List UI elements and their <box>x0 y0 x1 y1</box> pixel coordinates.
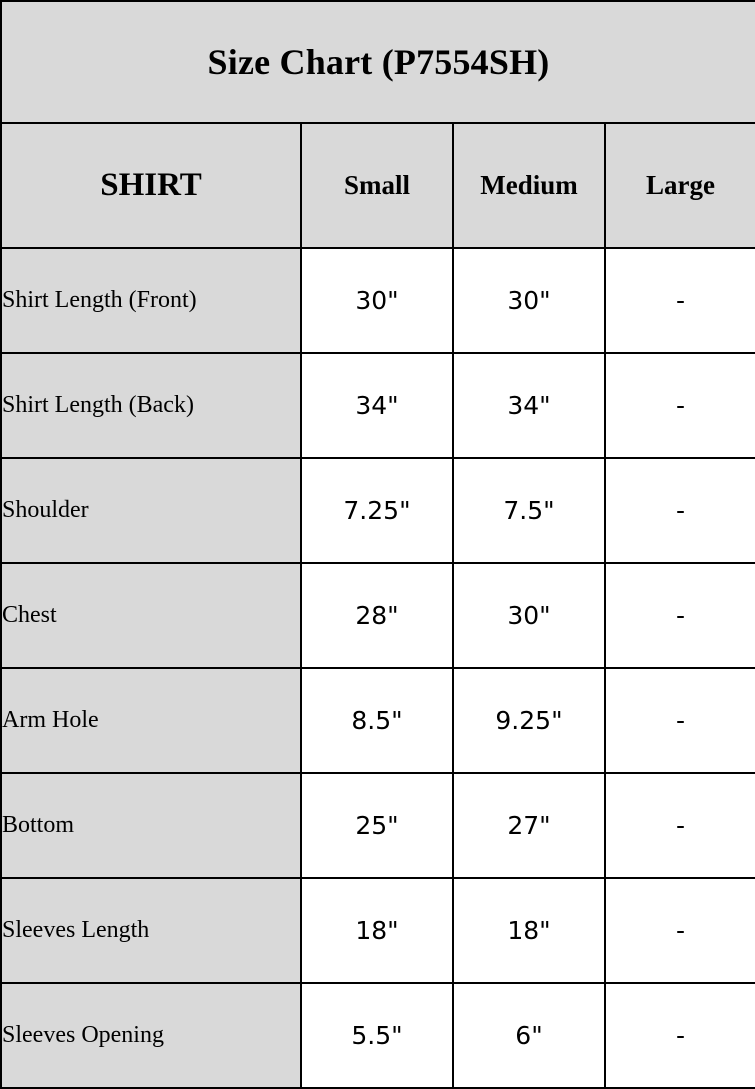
row-value-small: 8.5" <box>301 668 453 773</box>
row-label: Shoulder <box>1 458 301 563</box>
table-row <box>1 668 755 773</box>
row-label: Sleeves Length <box>1 878 301 983</box>
row-value-medium: 6" <box>453 983 605 1088</box>
title-row <box>1 1 755 123</box>
row-value-small: 25" <box>301 773 453 878</box>
table-row <box>1 458 755 563</box>
row-value-large: - <box>605 668 755 773</box>
row-value-small: 5.5" <box>301 983 453 1088</box>
table-row <box>1 983 755 1088</box>
header-size-small: Small <box>301 123 453 248</box>
row-value-small: 34" <box>301 353 453 458</box>
row-value-large: - <box>605 878 755 983</box>
row-label: Chest <box>1 563 301 668</box>
header-shirt-label: SHIRT <box>1 123 301 248</box>
row-value-medium: 30" <box>453 563 605 668</box>
row-value-medium: 34" <box>453 353 605 458</box>
row-value-large: - <box>605 983 755 1088</box>
row-value-medium: 27" <box>453 773 605 878</box>
row-value-small: 30" <box>301 248 453 353</box>
row-value-medium: 9.25" <box>453 668 605 773</box>
row-label: Sleeves Opening <box>1 983 301 1088</box>
table-row <box>1 563 755 668</box>
row-label: Shirt Length (Front) <box>1 248 301 353</box>
row-label: Shirt Length (Back) <box>1 353 301 458</box>
table-row <box>1 773 755 878</box>
table-row <box>1 248 755 353</box>
row-value-small: 18" <box>301 878 453 983</box>
page-title: Size Chart (P7554SH) <box>1 1 755 123</box>
row-value-small: 7.25" <box>301 458 453 563</box>
row-value-medium: 7.5" <box>453 458 605 563</box>
row-value-large: - <box>605 458 755 563</box>
header-size-large: Large <box>605 123 755 248</box>
row-value-medium: 18" <box>453 878 605 983</box>
row-value-medium: 30" <box>453 248 605 353</box>
header-size-medium: Medium <box>453 123 605 248</box>
table-row <box>1 878 755 983</box>
row-value-large: - <box>605 248 755 353</box>
header-row <box>1 123 755 248</box>
row-value-large: - <box>605 773 755 878</box>
table-row <box>1 353 755 458</box>
row-label: Bottom <box>1 773 301 878</box>
row-value-large: - <box>605 353 755 458</box>
row-value-small: 28" <box>301 563 453 668</box>
row-label: Arm Hole <box>1 668 301 773</box>
row-value-large: - <box>605 563 755 668</box>
